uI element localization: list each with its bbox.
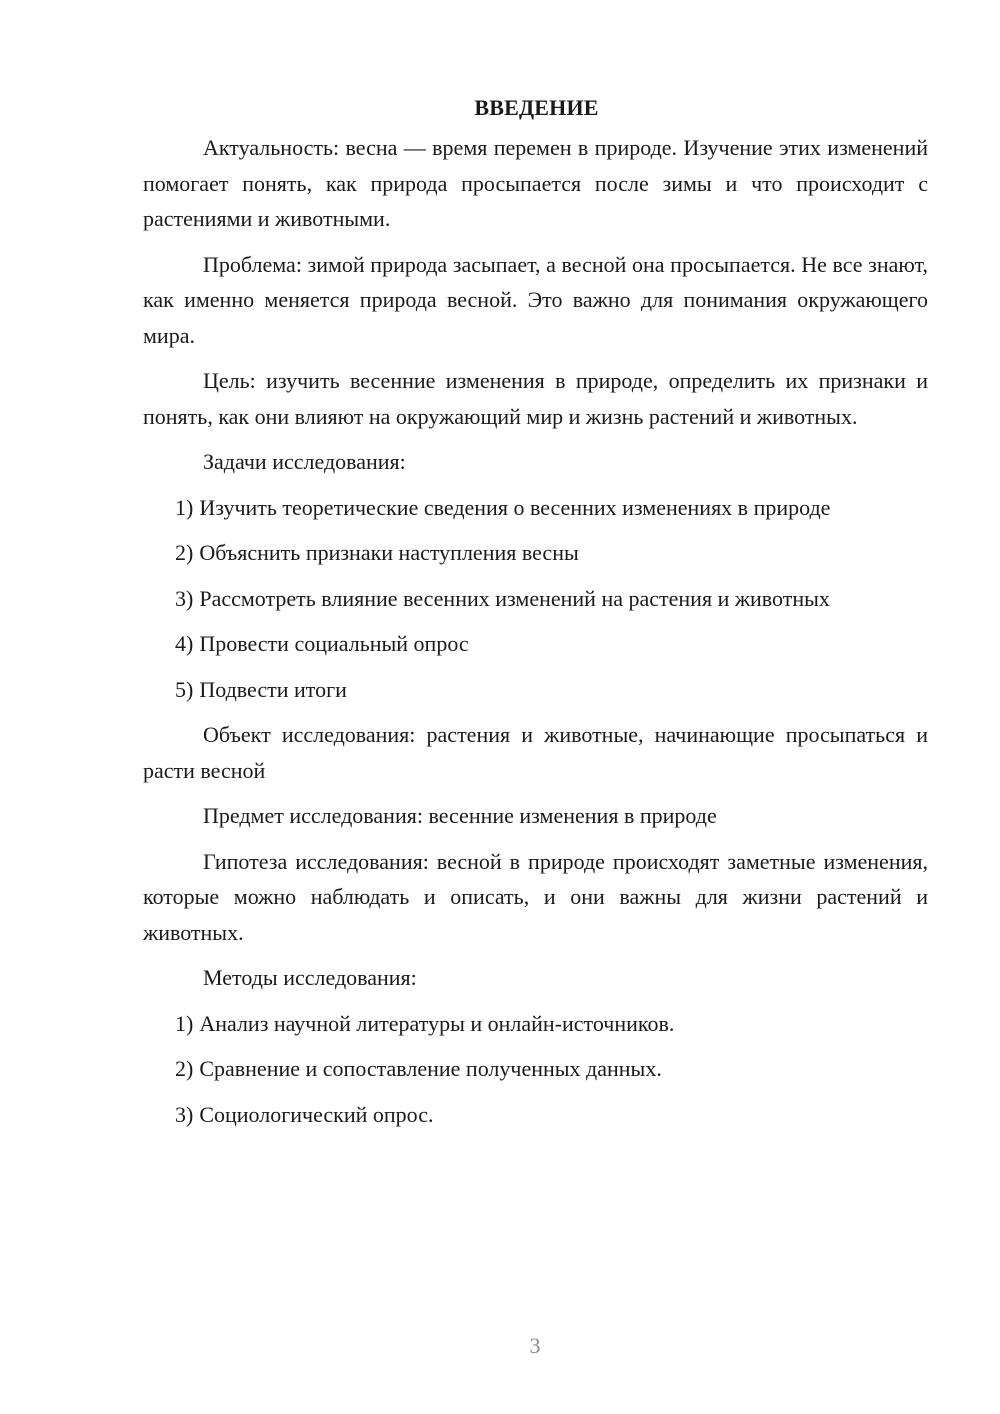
method-text: Социологический опрос. xyxy=(199,1101,434,1127)
methods-heading: Методы исследования: xyxy=(203,965,417,990)
task-number: 4) xyxy=(175,631,194,656)
method-item xyxy=(143,1097,928,1133)
method-number: 3) xyxy=(175,1101,194,1127)
tasks-list xyxy=(143,490,928,708)
task-text: Объяснить признаки наступления весны xyxy=(199,540,579,565)
method-text: Анализ научной литературы и онлайн-источников. xyxy=(199,1010,675,1036)
task-number: 1) xyxy=(175,494,194,520)
method-item xyxy=(143,1006,928,1042)
task-text: Изучить теоретические сведения о весенних изменениях в природе xyxy=(199,494,831,520)
page-number: 3 xyxy=(529,1333,541,1358)
task-item xyxy=(143,581,928,617)
problem-paragraph: Проблема: зимой природа засыпает, а весной она просыпается. Не все знают, как именно меняется природа весной. Это важно для понимания окружающего мира. xyxy=(143,251,928,348)
method-text: Сравнение и сопоставление полученных данных. xyxy=(199,1056,662,1081)
task-number: 5) xyxy=(175,676,194,702)
task-number: 3) xyxy=(175,585,194,611)
method-number: 2) xyxy=(175,1056,194,1081)
task-text: Рассмотреть влияние весенних изменений на растения и животных xyxy=(199,585,830,611)
goal-paragraph: Цель: изучить весенние изменения в природе, определить их признаки и понять, как они влияют на окружающий мир и жизнь растений и животных. xyxy=(143,368,928,429)
methods-list xyxy=(143,1006,928,1133)
object-paragraph: Объект исследования: растения и животные, начинающие просыпаться и расти весной xyxy=(143,722,928,783)
tasks-heading: Задачи исследования: xyxy=(203,449,406,474)
document-page xyxy=(143,90,928,1142)
task-item xyxy=(143,490,928,526)
hypothesis-paragraph: Гипотеза исследования: весной в природе происходят заметные изменения, которые можно наблюдать и описать, и они важны для жизни растений и животных. xyxy=(143,848,928,945)
task-text: Подвести итоги xyxy=(199,676,347,702)
relevance-paragraph: Актуальность: весна — время перемен в природе. Изучение этих изменений помогает понять, как природа просыпается после зимы и что происходит с растениями и животными. xyxy=(143,135,928,231)
task-item xyxy=(143,626,928,662)
method-number: 1) xyxy=(175,1010,194,1036)
method-item xyxy=(143,1051,928,1087)
task-text: Провести социальный опрос xyxy=(199,631,469,656)
section-title: ВВЕДЕНИЕ xyxy=(474,95,599,120)
task-item xyxy=(143,672,928,708)
task-number: 2) xyxy=(175,540,194,565)
subject-paragraph: Предмет исследования: весенние изменения в природе xyxy=(203,803,717,828)
task-item xyxy=(143,535,928,571)
